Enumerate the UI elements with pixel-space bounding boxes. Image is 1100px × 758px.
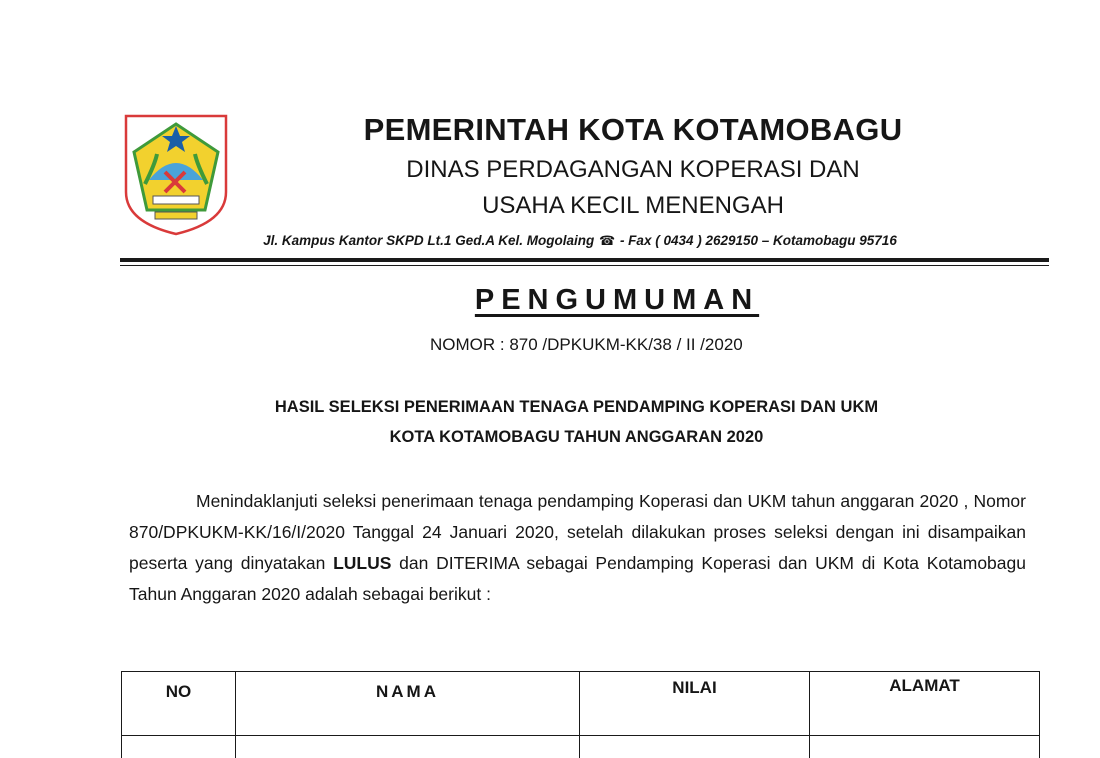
body-text-part1: Menindaklanjuti seleksi penerimaan tenaga pendamping Koperasi dan UKM tahun anggaran 2020 , Nomor 870/DPKUKM-KK/16/I/2020 Tanggal 24 Januari 2020, setelah dilakukan proses seleksi dengan ini disampaikan peserta yang dinyatakan	[129, 491, 1026, 573]
table-cell	[236, 736, 580, 758]
announcement-number: NOMOR : 870 /DPKUKM-KK/38 / II /2020	[430, 335, 850, 355]
body-paragraph	[129, 486, 1026, 610]
telephone-icon: ☎	[599, 233, 615, 249]
column-header-nama: NAMA	[236, 672, 580, 736]
announcement-title-text: PENGUMUMAN	[475, 284, 759, 316]
government-name: PEMERINTAH KOTA KOTAMOBAGU	[346, 112, 920, 148]
table-cell	[810, 736, 1040, 758]
department-name-line1: DINAS PERDAGANGAN KOPERASI DAN	[346, 156, 920, 184]
address-contact: - Fax ( 0434 ) 2629150 – Kotamobagu 95716	[620, 233, 897, 248]
column-header-nilai: NILAI	[580, 672, 810, 736]
subject-line2: KOTA KOTAMOBAGU TAHUN ANGGARAN 2020	[120, 428, 1033, 447]
body-text-part2: dan DITERIMA sebagai Pendamping Koperasi dan UKM di Kota Kotamobagu Tahun Anggaran 2020 adalah sebagai berikut :	[129, 553, 1026, 604]
city-coat-of-arms-icon	[123, 114, 229, 236]
table-header-row	[122, 672, 1040, 736]
letterhead-divider-thick	[120, 258, 1049, 262]
department-name-line2: USAHA KECIL MENENGAH	[346, 192, 920, 220]
table-row	[122, 736, 1040, 758]
column-header-no: NO	[122, 672, 236, 736]
office-address	[210, 233, 950, 249]
subject-line1: HASIL SELEKSI PENERIMAAN TENAGA PENDAMPING KOPERASI DAN UKM	[120, 398, 1033, 417]
address-street: Jl. Kampus Kantor SKPD Lt.1 Ged.A Kel. Mogolaing	[263, 233, 594, 248]
announcement-title	[0, 284, 1100, 317]
results-table	[121, 671, 1040, 758]
letterhead-divider-thin	[120, 265, 1049, 266]
table-cell	[580, 736, 810, 758]
table-cell	[122, 736, 236, 758]
column-header-alamat: ALAMAT	[810, 672, 1040, 736]
body-bold-word: LULUS	[333, 553, 391, 573]
